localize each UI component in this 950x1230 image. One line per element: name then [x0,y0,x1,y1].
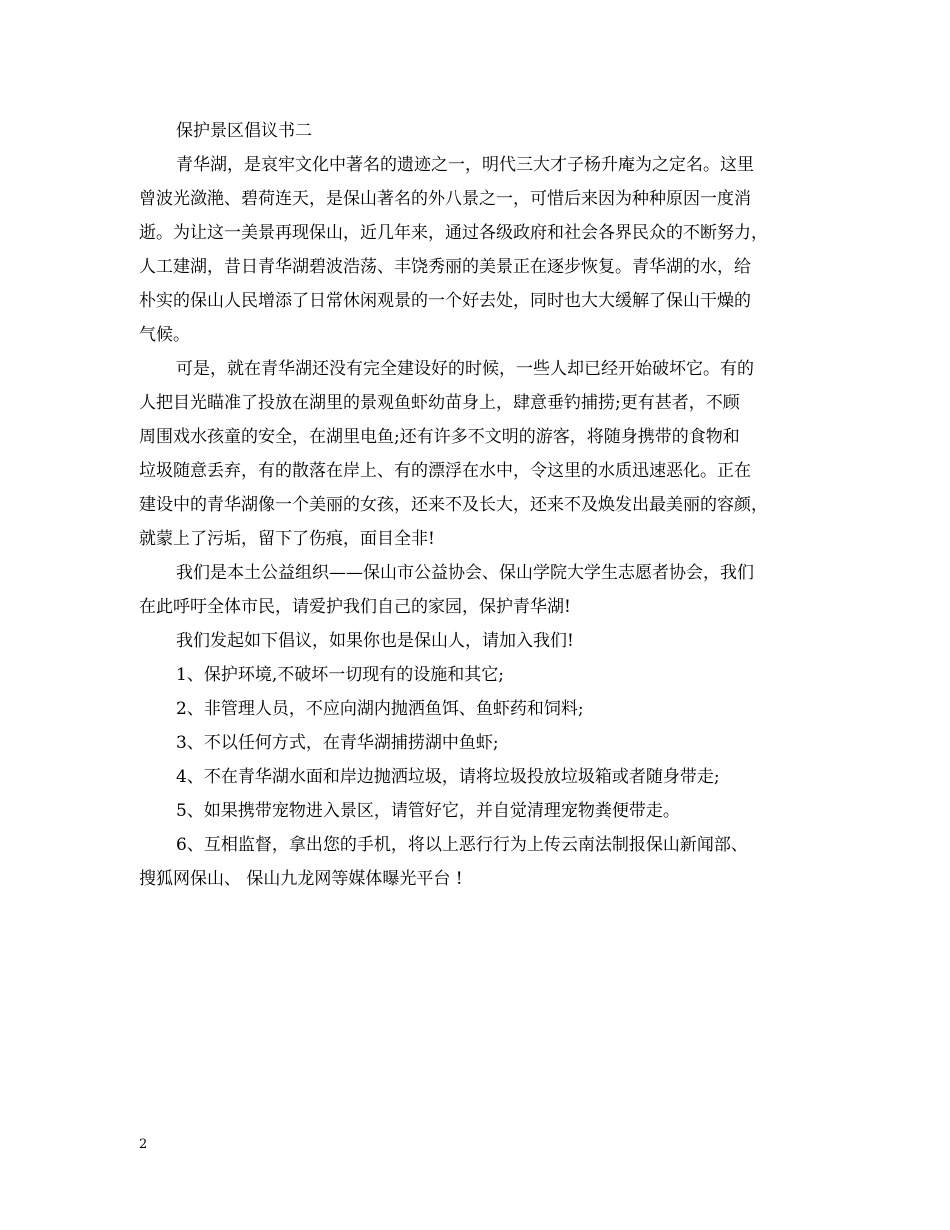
list-item: 2、非管理人员，不应向湖内抛洒鱼饵、鱼虾药和饲料; [176,699,584,719]
list-item: 3、不以任何方式，在青华湖捕捞湖中鱼虾; [176,733,499,753]
document-body [139,114,819,896]
paragraph-line: 人把目光瞄准了投放在湖里的景观鱼虾幼苗身上，肆意垂钓捕捞;更有甚者，不顾 [139,393,740,413]
paragraph-line: 在此呼吁全体市民，请爱护我们自己的家园，保护青华湖! [139,597,571,617]
paragraph-line: 可是，就在青华湖还没有完全建设好的时候，一些人却已经开始破坏它。有的 [176,359,754,379]
paragraph-line: 我们发起如下倡议，如果你也是保山人，请加入我们! [176,631,574,651]
list-item-continuation: 搜狐网保山、 保山九龙网等媒体曝光平台 ! [139,869,463,889]
page-number: 2 [139,1137,148,1152]
paragraph-line: 逝。为让这一美景再现保山，近几年来，通过各级政府和社会各界民众的不断努力， [139,223,768,243]
list-item: 6、互相监督，拿出您的手机，将以上恶行行为上传云南法制报保山新闻部、 [176,835,748,855]
paragraph-line: 就蒙上了污垢，留下了伤痕，面目全非! [139,529,435,549]
paragraph-line: 建设中的青华湖像一个美丽的女孩，还来不及长大，还来不及焕发出最美丽的容颜， [139,495,768,515]
document-title: 保护景区倡议书二 [176,121,312,141]
paragraph-line: 曾波光潋滟、碧荷连天，是保山著名的外八景之一，可惜后来因为种种原因一度消 [139,189,751,209]
paragraph-line: 青华湖，是哀牢文化中著名的遗迹之一，明代三大才子杨升庵为之定名。这里 [176,155,754,175]
paragraph-line: 朴实的保山人民增添了日常休闲观景的一个好去处，同时也大大缓解了保山干燥的 [139,291,751,311]
list-item: 4、不在青华湖水面和岸边抛洒垃圾，请将垃圾投放垃圾箱或者随身带走; [176,767,720,787]
list-item: 1、保护环境,不破坏一切现有的设施和其它; [176,665,504,685]
paragraph-line: 周围戏水孩童的安全，在湖里电鱼;还有许多不文明的游客，将随身携带的食物和 [139,427,740,447]
paragraph-line: 我们是本土公益组织——保山市公益协会、保山学院大学生志愿者协会，我们 [176,563,754,583]
list-item: 5、如果携带宠物进入景区，请管好它，并自觉清理宠物粪便带走。 [176,801,680,821]
paragraph-line: 人工建湖，昔日青华湖碧波浩荡、丰饶秀丽的美景正在逐步恢复。青华湖的水，给 [139,257,751,277]
paragraph-line: 垃圾随意丢弃，有的散落在岸上、有的漂浮在水中，令这里的水质迅速恶化。正在 [139,461,751,481]
paragraph-line: 气候。 [139,325,190,345]
